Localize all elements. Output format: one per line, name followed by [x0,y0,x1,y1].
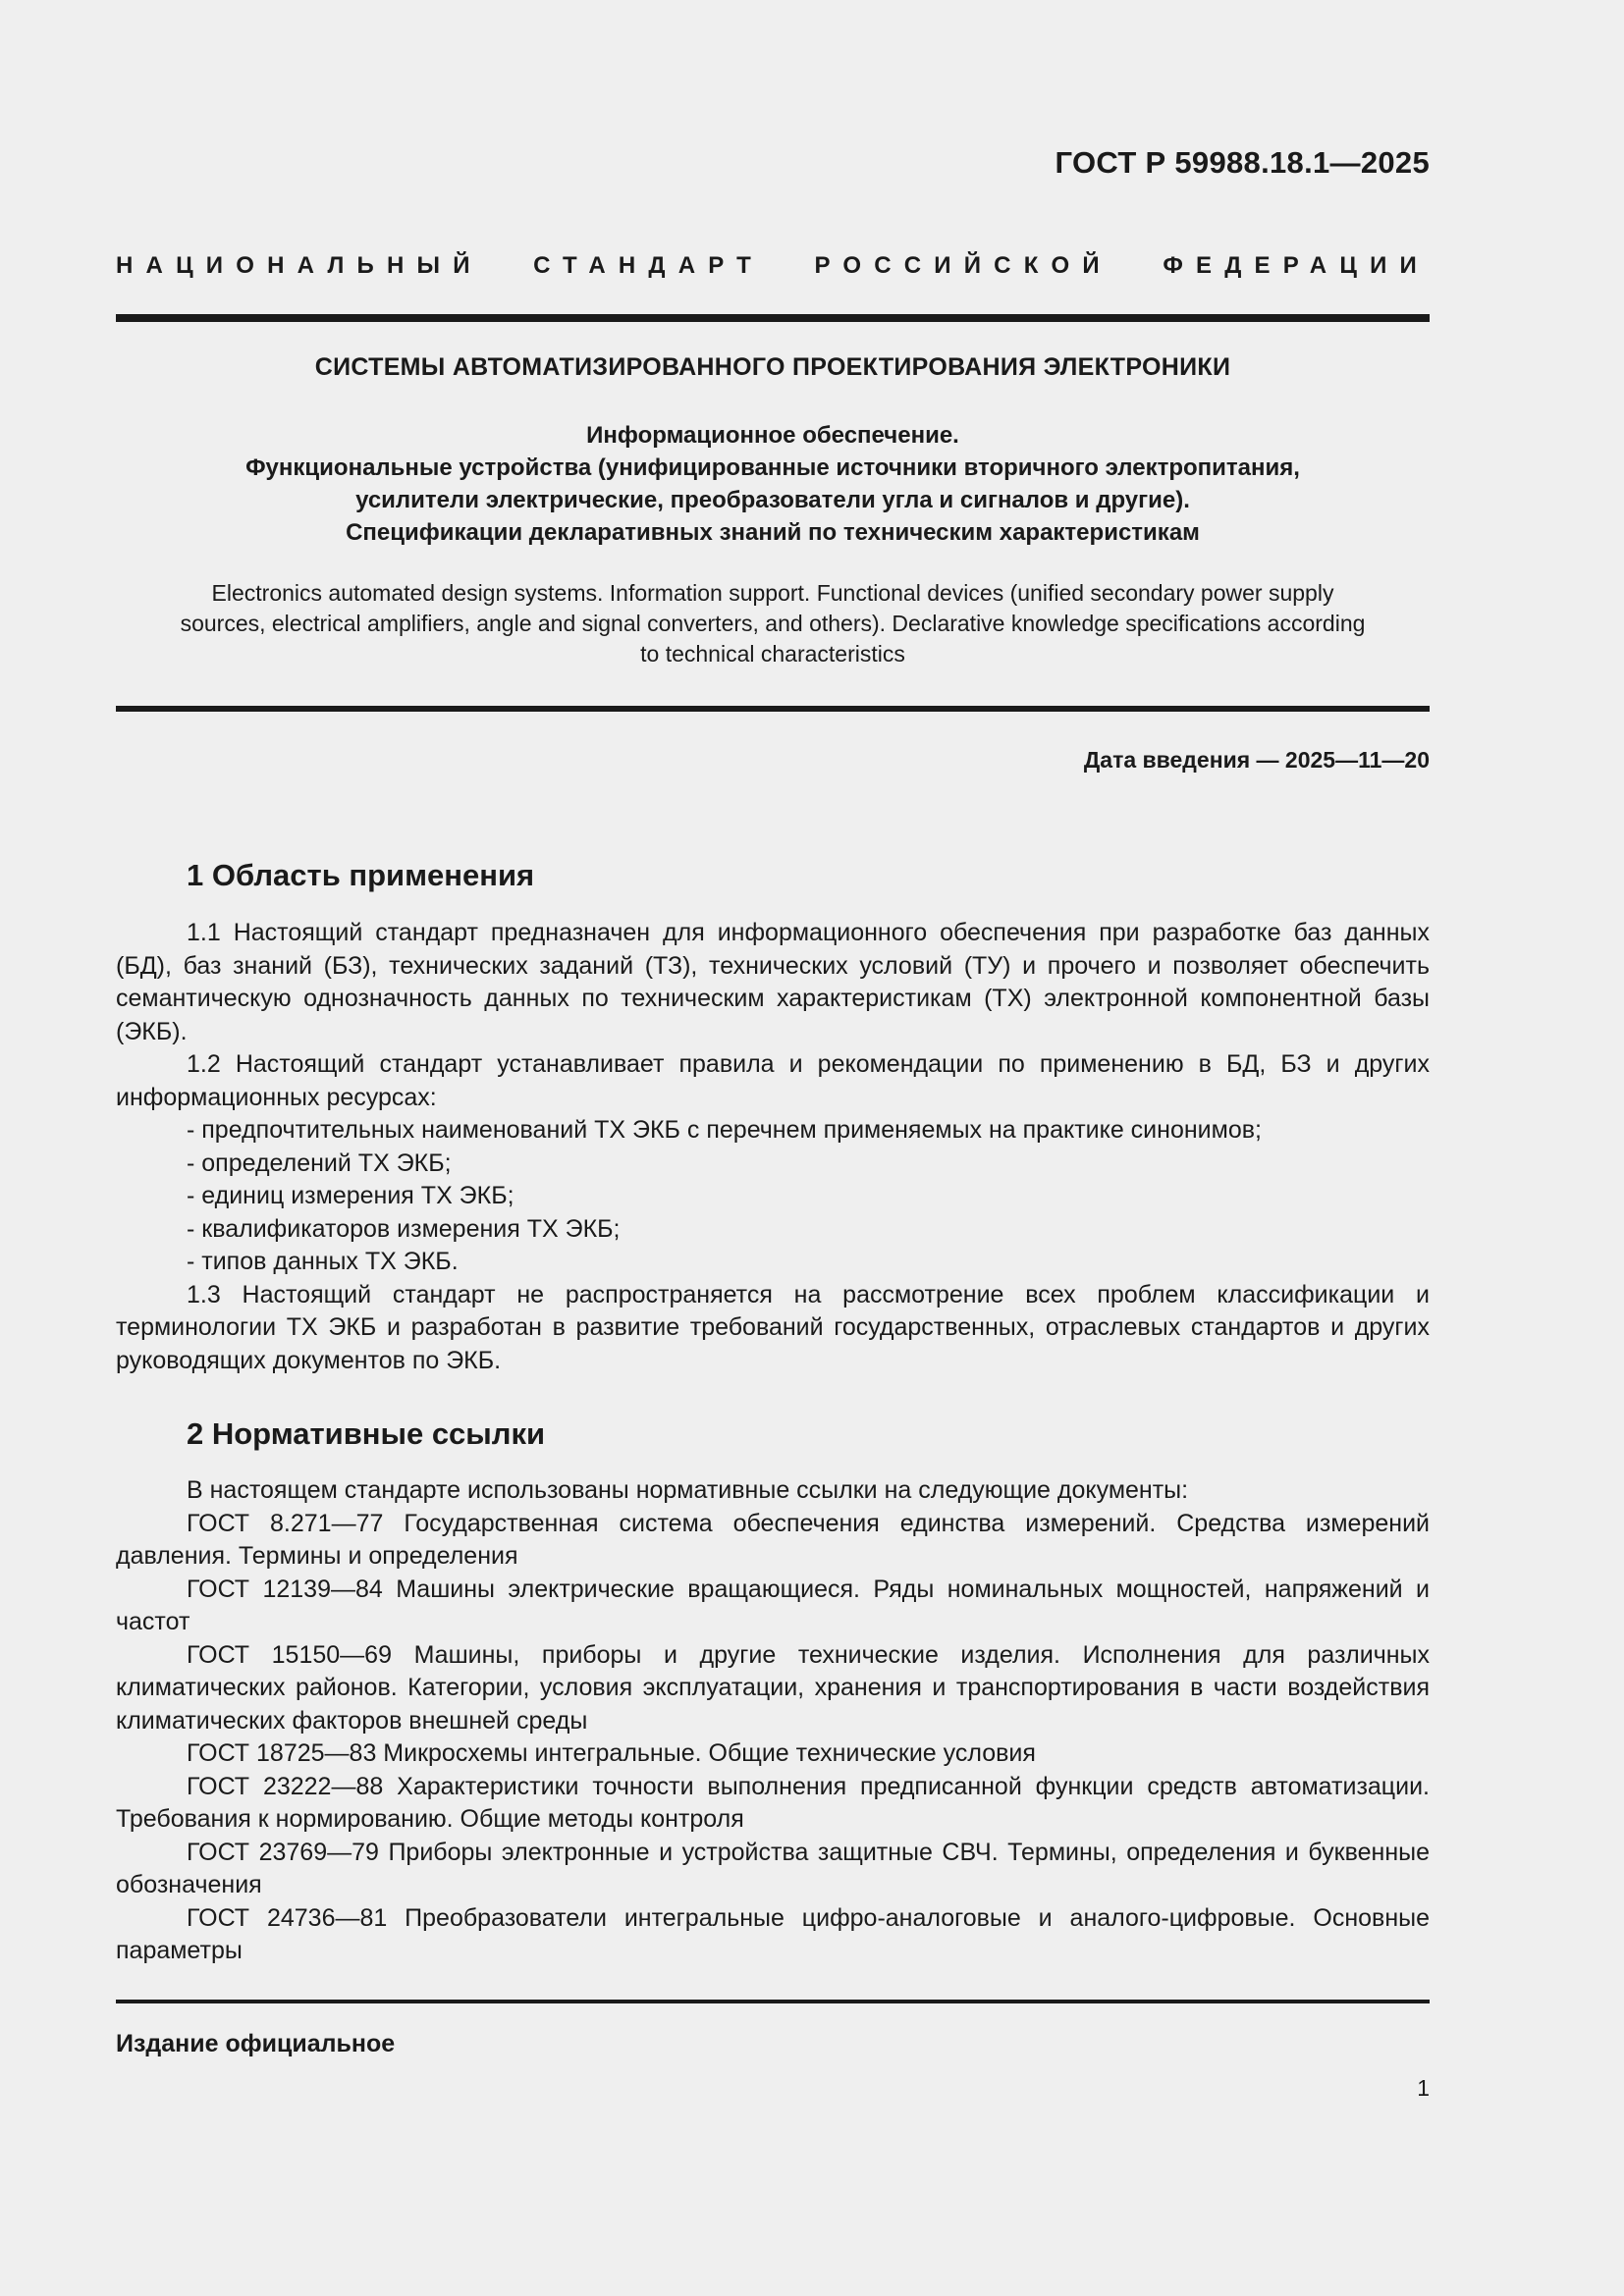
title-divider [116,706,1430,712]
section-heading-references: 2 Нормативные ссылки [187,1416,546,1451]
paragraph: 1.3 Настоящий стандарт не распространяется на рассмотрение всех проблем классификации и терминологии ТХ ЭКБ и разработан в развитие требований государственных, отраслевых стандартов и других руководящих документов по ЭКБ. [116,1280,1430,1374]
paragraph: В настоящем стандарте использованы нормативные ссылки на следующие документы: [187,1476,1189,1504]
banner-word: СТАНДАРТ [533,252,765,279]
footer-divider [116,2000,1430,2003]
english-title-line: Electronics automated design systems. Information support. Functional devices (unified secondary power supply [211,580,1334,606]
list-item: - типов данных ТХ ЭКБ. [187,1248,459,1275]
list-item: - определений ТХ ЭКБ; [187,1148,452,1177]
document-subtitle [116,419,1430,549]
english-title [116,578,1430,669]
subtitle-line: Спецификации декларативных знаний по техническим характеристикам [346,519,1200,546]
top-divider [116,314,1430,322]
page-number: 1 [1417,2075,1430,2101]
section-heading-scope: 1 Область применения [187,858,535,892]
reference-item: ГОСТ 23769—79 Приборы электронные и устройства защитные СВЧ. Термины, определения и буквенные обозначения [116,1838,1430,1898]
subtitle-line: усилители электрические, преобразователи угла и сигналов и другие). [355,487,1190,513]
banner-word: ФЕДЕРАЦИИ [1163,252,1430,279]
reference-item: ГОСТ 24736—81 Преобразователи интегральные цифро-аналоговые и аналого-цифровые. Основные параметры [116,1903,1430,1964]
reference-item: ГОСТ 18725—83 Микросхемы интегральные. Общие технические условия [187,1739,1036,1767]
section-scope-body [116,917,1430,1377]
paragraph: 1.2 Настоящий стандарт устанавливает правила и рекомендации по применению в БД, БЗ и других информационных ресурсах: [116,1050,1430,1111]
english-title-line: to technical characteristics [640,641,905,667]
official-edition-label: Издание официальное [116,2030,396,2057]
banner-word: НАЦИОНАЛЬНЫЙ [116,252,483,279]
standard-designation: ГОСТ Р 59988.18.1—2025 [1055,145,1430,180]
document-page [116,0,1430,2296]
reference-item: ГОСТ 23222—88 Характеристики точности выполнения предписанной функции средств автоматизации. Требования к нормированию. Общие методы контроля [116,1772,1430,1833]
section-references-body [116,1474,1430,1968]
reference-item: ГОСТ 12139—84 Машины электрические вращающиеся. Ряды номинальных мощностей, напряжений и частот [116,1575,1430,1635]
paragraph: 1.1 Настоящий стандарт предназначен для информационного обеспечения при разработке баз данных (БД), баз знаний (БЗ), технических заданий (ТЗ), технических условий (ТУ) и прочего и позволяет обеспечить семантическую однозначность данных по техническим характеристикам (ТХ) электронной компонентной базы (ЭКБ). [116,919,1430,1045]
introduction-date: Дата введения — 2025—11—20 [1083,747,1430,773]
reference-item: ГОСТ 15150—69 Машины, приборы и другие технические изделия. Исполнения для различных климатических районов. Категории, условия эксплуатации, хранения и транспортирования в части воздействия климатических факторов внешней среды [116,1640,1430,1735]
national-standard-banner [116,252,1430,280]
english-title-line: sources, electrical amplifiers, angle and signal converters, and others). Declarative knowledge specifications according [180,611,1366,636]
system-title: СИСТЕМЫ АВТОМАТИЗИРОВАННОГО ПРОЕКТИРОВАНИЯ ЭЛЕКТРОНИКИ [314,353,1231,381]
list-item: - квалификаторов измерения ТХ ЭКБ; [187,1214,621,1243]
subtitle-line: Информационное обеспечение. [586,422,959,449]
reference-item: ГОСТ 8.271—77 Государственная система обеспечения единства измерений. Средства измерений давления. Термины и определения [116,1509,1430,1570]
list-item: - предпочтительных наименований ТХ ЭКБ с перечнем применяемых на практике синонимов; [187,1116,1262,1144]
list-item: - единиц измерения ТХ ЭКБ; [187,1182,514,1209]
subtitle-line: Функциональные устройства (унифицированные источники вторичного электропитания, [245,454,1300,481]
banner-word: РОССИЙСКОЙ [814,252,1112,279]
